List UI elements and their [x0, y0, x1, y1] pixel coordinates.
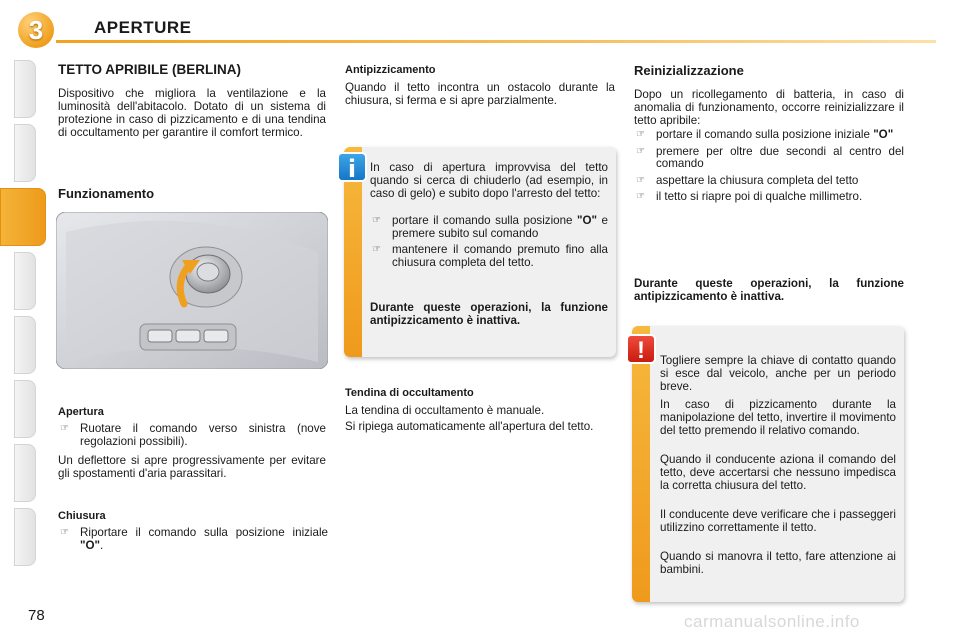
- tendina-paragraph-2: Si ripiega automaticamente all'apertura del tetto.: [345, 420, 594, 433]
- warning-paragraph-4: Il conducente deve verificare che i passeggeri utilizzino correttamente il tetto.: [660, 508, 896, 534]
- reinizializzazione-footer: Durante queste operazioni, la funzione antipizzicamento è inattiva.: [634, 277, 904, 303]
- warning-icon: !: [626, 334, 656, 364]
- pointing-hand-icon: ☞: [372, 244, 381, 255]
- chapter-number-badge: 3: [18, 12, 54, 48]
- apertura-paragraph: Un deflettore si apre progressivamente per evitare gli spostamenti d'aria parassitari.: [58, 454, 326, 480]
- warning-box-accent: [632, 326, 650, 602]
- chapter-tab[interactable]: [14, 380, 36, 438]
- chiusura-heading: Chiusura: [58, 510, 106, 522]
- list-item: ☞ Ruotare il comando verso sinistra (nove regolazioni possibili).: [60, 422, 326, 448]
- chiusura-list: [58, 527, 328, 556]
- list-item: ☞ aspettare la chiusura completa del tetto: [636, 173, 859, 187]
- list-item: ☞ portare il comando sulla posizione "O" e premere subito sul comando: [372, 214, 608, 240]
- chapter-tab[interactable]: [14, 444, 36, 502]
- list-item: ☞ premere per oltre due secondi al centro del comando: [636, 144, 904, 170]
- pointing-hand-icon: ☞: [636, 129, 645, 140]
- antipizzicamento-paragraph: Quando il tetto incontra un ostacolo durante la chiusura, si ferma e si apre parzialmente.: [345, 81, 615, 107]
- chapter-tab-active[interactable]: [0, 188, 46, 246]
- page-number: 78: [28, 607, 45, 624]
- section-title: TETTO APRIBILE (BERLINA): [58, 62, 241, 77]
- reinizializzazione-heading: Reinizializzazione: [634, 63, 744, 78]
- chapter-tab[interactable]: [14, 252, 36, 310]
- antipizzicamento-heading: Antipizzicamento: [345, 64, 436, 76]
- page-title: APERTURE: [94, 18, 192, 37]
- tendina-heading: Tendina di occultamento: [345, 387, 474, 399]
- tendina-paragraph-1: La tendina di occultamento è manuale.: [345, 404, 545, 417]
- pointing-hand-icon: ☞: [636, 174, 645, 186]
- reinizializzazione-list: [634, 129, 904, 208]
- chapter-tab[interactable]: [14, 316, 36, 374]
- info-box-intro: In caso di apertura improvvisa del tetto quando si cerca di chiuderlo (ad esempio, in caso di gelo) e subito dopo l'arresto del tetto:: [370, 161, 608, 200]
- warning-paragraph-2: In caso di pizzicamento durante la manipolazione del tetto, invertire il movimento del tetto premendo il relativo comando.: [660, 398, 896, 437]
- warning-paragraph-3: Quando il conducente aziona il comando del tetto, deve accertarsi che nessuno impedisca la corretta chiusura del tetto.: [660, 453, 896, 492]
- funzionamento-heading: Funzionamento: [58, 186, 155, 201]
- chapter-tab-rail: [0, 60, 40, 580]
- intro-paragraph: Dispositivo che migliora la ventilazione e la luminosità dell'abitacolo. Dotato di un sistema di protezione in caso di pizzicamento e di una tendina di occultamento per garantire il comfort termico.: [58, 87, 326, 139]
- list-item: ☞ Riportare il comando sulla posizione iniziale "O".: [60, 526, 328, 552]
- info-icon: i: [337, 152, 367, 182]
- pointing-hand-icon: ☞: [636, 145, 645, 157]
- info-box: [344, 147, 616, 357]
- warning-paragraph-1: Togliere sempre la chiave di contatto quando si esce dal veicolo, anche per un periodo breve.: [660, 354, 896, 393]
- warning-box: [632, 326, 904, 602]
- header-rule: [56, 40, 936, 43]
- watermark: carmanualsonline.info: [684, 612, 860, 631]
- reinizializzazione-intro: Dopo un ricollegamento di batteria, in caso di anomalia di funzionamento, occorre reinizializzare il tetto apribile:: [634, 88, 904, 127]
- apertura-heading: Apertura: [58, 406, 104, 418]
- info-box-list: [370, 215, 608, 273]
- apertura-list: [58, 423, 326, 452]
- warning-paragraph-5: Quando si manovra il tetto, fare attenzione ai bambini.: [660, 550, 896, 576]
- pointing-hand-icon: ☞: [60, 527, 69, 538]
- list-item: ☞ mantenere il comando premuto fino alla chiusura completa del tetto.: [372, 243, 608, 269]
- chapter-tab[interactable]: [14, 508, 36, 566]
- chapter-tab[interactable]: [14, 124, 36, 182]
- pointing-hand-icon: ☞: [60, 423, 69, 434]
- pointing-hand-icon: ☞: [372, 215, 381, 226]
- sunroof-control-illustration: [56, 212, 328, 369]
- info-box-footer: Durante queste operazioni, la funzione antipizzicamento è inattiva.: [370, 301, 608, 327]
- chapter-tab[interactable]: [14, 60, 36, 118]
- list-item: ☞ il tetto si riapre poi di qualche millimetro.: [636, 190, 863, 203]
- pointing-hand-icon: ☞: [636, 191, 645, 202]
- list-item: ☞ portare il comando sulla posizione iniziale "O": [636, 128, 894, 141]
